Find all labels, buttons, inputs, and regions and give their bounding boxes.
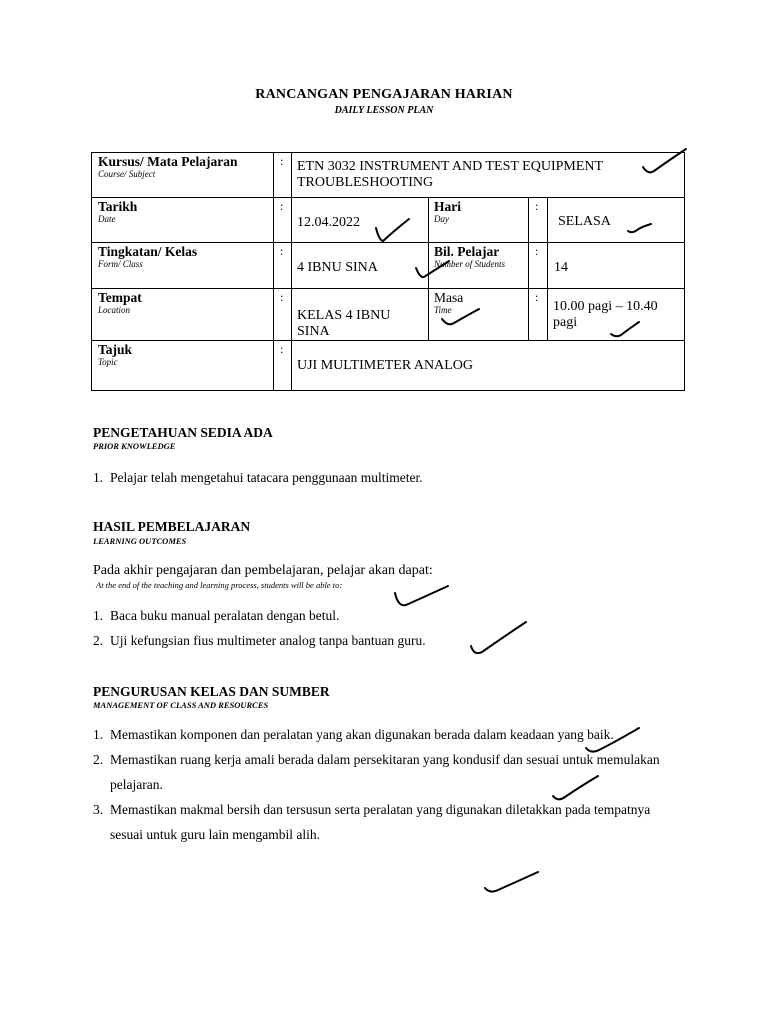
table-col-divider <box>528 197 529 340</box>
table-col-divider <box>291 153 292 390</box>
location-label: Tempat <box>98 290 142 305</box>
students-label-en: Number of Students <box>434 259 505 269</box>
location-value: KELAS 4 IBNU SINA <box>297 308 391 339</box>
table-col-divider <box>547 197 548 340</box>
prior-knowledge-heading-en: PRIOR KNOWLEDGE <box>93 441 176 451</box>
lesson-info-table <box>91 152 685 391</box>
day-label-en: Day <box>434 214 449 224</box>
handwritten-check-mark-icon <box>608 318 643 343</box>
time-value: 10.00 pagi – 10.40 pagi <box>553 299 658 330</box>
handwritten-check-mark-icon <box>482 868 542 898</box>
students-label: Bil. Pelajar <box>434 244 500 259</box>
handwritten-check-mark-icon <box>392 583 452 611</box>
learning-outcomes-list <box>93 603 673 653</box>
form-label: Tingkatan/ Kelas <box>98 244 198 259</box>
topic-label-cell <box>98 342 132 368</box>
date-value: 12.04.2022 <box>297 215 360 230</box>
colon: : <box>280 290 284 304</box>
location-label-cell <box>98 290 142 316</box>
colon: : <box>535 199 539 213</box>
topic-label: Tajuk <box>98 342 133 357</box>
course-label-cell <box>98 154 238 180</box>
handwritten-check-mark-icon <box>583 722 643 757</box>
students-value: 14 <box>554 260 568 275</box>
location-label-en: Location <box>98 305 131 315</box>
colon: : <box>280 199 284 213</box>
form-value: 4 IBNU SINA <box>297 260 378 275</box>
time-label: Masa <box>434 290 464 305</box>
colon: : <box>280 342 284 356</box>
prior-knowledge-list <box>93 470 673 486</box>
handwritten-check-mark-icon <box>440 305 482 330</box>
handwritten-check-mark-icon <box>468 618 530 660</box>
list-item: 2. Memastikan ruang kerja amali berada dalam persekitaran yang kondusif dan sesuai untuk memulakan pelajaran. <box>93 752 660 792</box>
list-item: 2. Uji kefungsian fius multimeter analog tanpa bantuan guru. <box>93 633 426 648</box>
day-value: SELASA <box>558 214 611 229</box>
date-label: Tarikh <box>98 199 138 214</box>
table-row-divider <box>92 288 684 289</box>
course-label: Kursus/ Mata Pelajaran <box>98 154 238 169</box>
handwritten-check-mark-icon <box>413 256 453 286</box>
handwritten-check-mark-icon <box>625 220 655 240</box>
handwritten-check-mark-icon <box>640 145 690 180</box>
document-subtitle: DAILY LESSON PLAN <box>334 105 434 116</box>
day-label-cell <box>434 199 461 225</box>
learning-outcomes-heading-en: LEARNING OUTCOMES <box>93 536 187 546</box>
time-label-en: Time <box>434 305 452 315</box>
table-row-divider <box>92 197 684 198</box>
class-management-heading: PENGURUSAN KELAS DAN SUMBER <box>93 684 330 699</box>
colon: : <box>535 290 539 304</box>
table-col-divider <box>273 153 274 390</box>
table-row-divider <box>92 340 684 341</box>
colon: : <box>280 154 284 168</box>
topic-value: UJI MULTIMETER ANALOG <box>297 358 474 373</box>
date-label-cell <box>98 199 137 225</box>
handwritten-check-mark-icon <box>373 216 413 246</box>
learning-outcomes-intro: Pada akhir pengajaran dan pembelajaran, pelajar akan dapat: <box>93 563 433 578</box>
form-label-en: Form/ Class <box>98 259 143 269</box>
topic-label-en: Topic <box>98 357 118 367</box>
learning-outcomes-heading: HASIL PEMBELAJARAN <box>93 519 251 534</box>
course-value: ETN 3032 INSTRUMENT AND TEST EQUIPMENT TROUBLESHOOTING <box>297 159 603 190</box>
day-label: Hari <box>434 199 461 214</box>
class-management-heading-en: MANAGEMENT OF CLASS AND RESOURCES <box>93 700 269 710</box>
colon: : <box>535 244 539 258</box>
list-item: 1. Baca buku manual peralatan dengan betul. <box>93 608 340 623</box>
list-item: 3. Memastikan makmal bersih dan tersusun serta peralatan yang digunakan diletakkan pada tempatnya sesuai untuk guru lain mengambil alih. <box>93 802 651 842</box>
form-label-cell <box>98 244 197 270</box>
document-title: RANCANGAN PENGAJARAN HARIAN <box>255 87 513 102</box>
date-label-en: Date <box>98 214 116 224</box>
learning-outcomes-intro-en: At the end of the teaching and learning process, students will be able to: <box>96 580 343 590</box>
handwritten-check-mark-icon <box>550 772 602 804</box>
course-label-en: Course/ Subject <box>98 169 156 179</box>
prior-knowledge-heading: PENGETAHUAN SEDIA ADA <box>93 425 273 440</box>
list-item: 1. Memastikan komponen dan peralatan yang akan digunakan berada dalam keadaan yang baik. <box>93 727 614 742</box>
colon: : <box>280 244 284 258</box>
list-item: 1. Pelajar telah mengetahui tatacara penggunaan multimeter. <box>93 470 423 485</box>
